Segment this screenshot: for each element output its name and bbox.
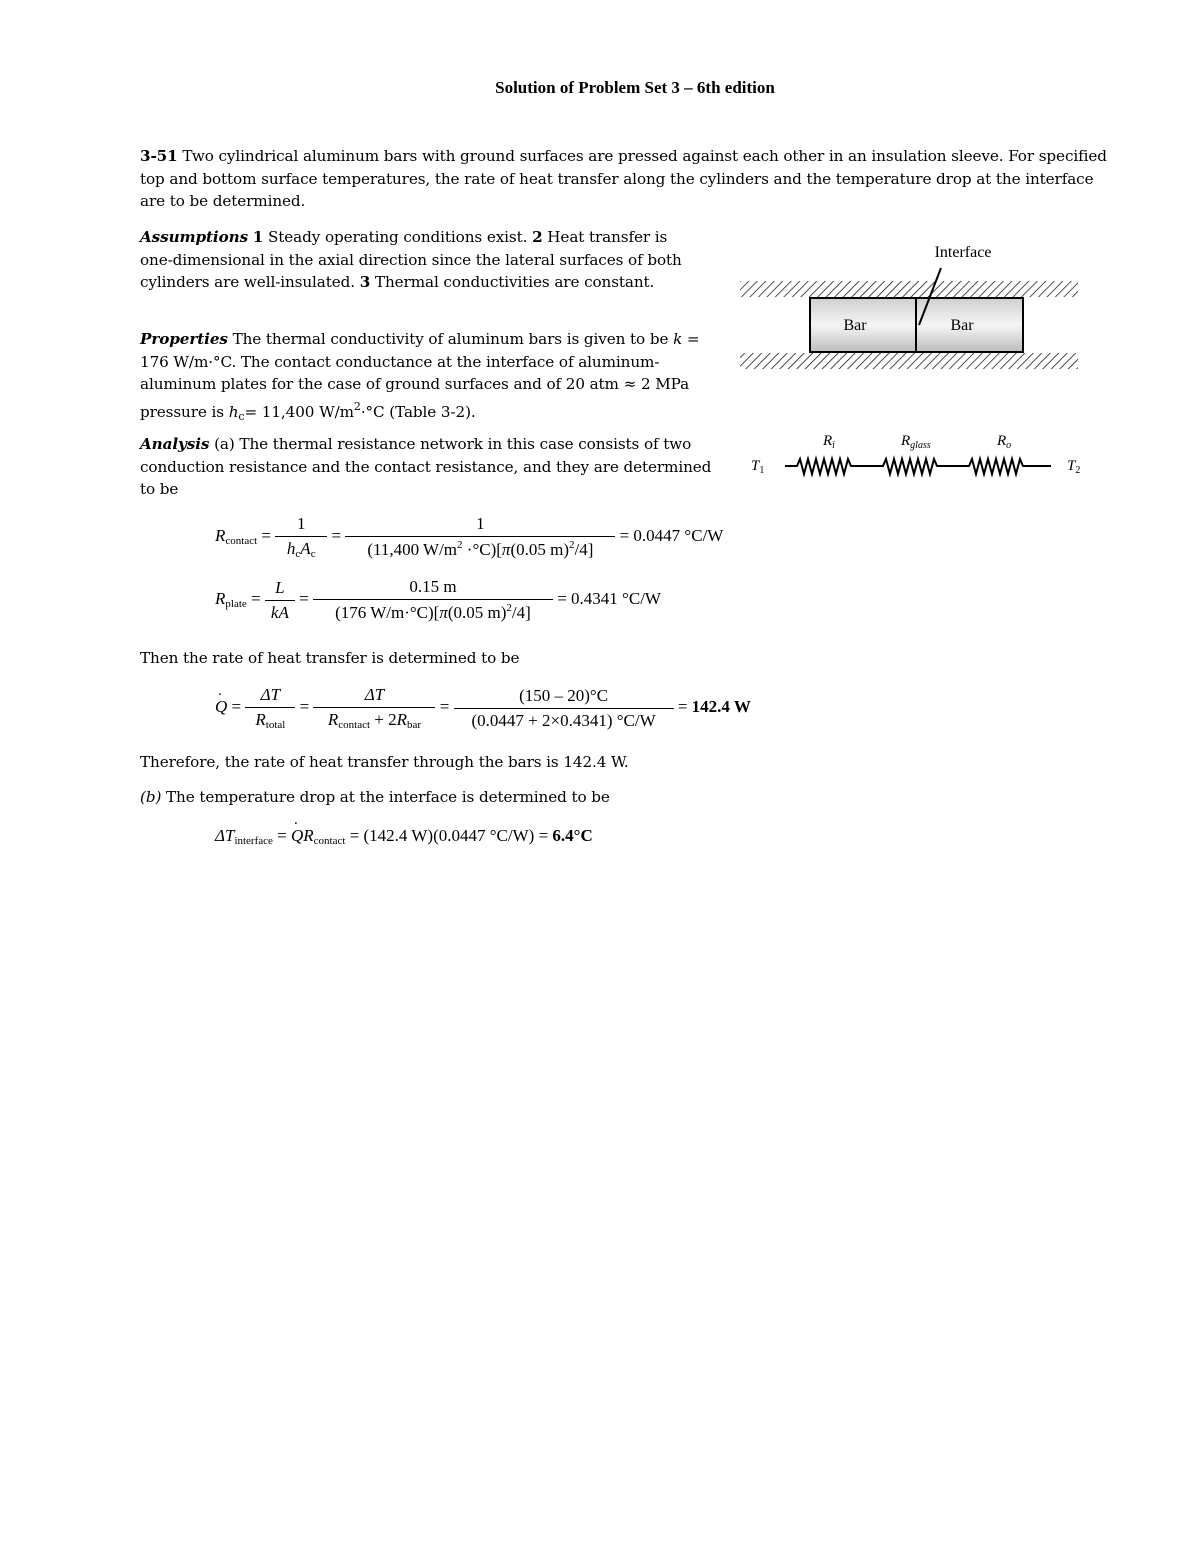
eq-text: (0.05 m): [510, 540, 569, 559]
eq-symbol: R: [303, 826, 314, 845]
eq-sign: =: [231, 696, 242, 716]
eq-text: /4]: [511, 603, 531, 622]
fraction: [345, 514, 615, 560]
eq-sign: =: [299, 696, 310, 716]
symbol-hc: h: [228, 402, 239, 421]
denominator: [313, 600, 553, 623]
fraction: [454, 686, 674, 731]
t1-label: $T_1$: [751, 458, 765, 476]
resistance-network: [745, 425, 1095, 490]
eq-symbol: R: [396, 710, 408, 729]
numerator: 1: [275, 514, 327, 537]
eq-symbol: π: [501, 540, 511, 559]
equation-r-plate: [215, 577, 661, 623]
assumption-text: Heat transfer is one-dimensional in the axial direction since the lateral surfaces of both cylinders are well-insulated.: [140, 228, 682, 291]
eq-sign: =: [439, 696, 450, 716]
eq-text: = (142.4 W)(0.0447 °C/W) =: [345, 826, 553, 845]
assumption-number: 2: [532, 228, 543, 246]
fraction: [265, 578, 295, 623]
equation-temperature-drop: [215, 812, 593, 847]
fraction: [313, 685, 435, 731]
bottom-insulation: [740, 353, 1078, 369]
subscript: c: [238, 409, 245, 423]
assumption-text: Steady operating conditions exist.: [263, 228, 533, 246]
assumption-number: 3: [359, 273, 371, 291]
numerator: 1: [345, 514, 615, 537]
resistor-chain: [785, 459, 1051, 474]
eq-symbol: R: [215, 588, 226, 608]
eq-result: 6.4°C: [552, 826, 593, 845]
subscript: total: [265, 719, 286, 731]
fraction: [275, 514, 327, 560]
eq-sign: =: [251, 588, 261, 608]
r-i-label: $R_i$: [823, 433, 835, 451]
properties-text: The thermal conductivity of aluminum bars is given to be: [227, 330, 674, 348]
eq-symbol: Q: [291, 826, 304, 845]
r-glass-label: $R_{glass}$: [901, 433, 931, 451]
equation-r-contact: [215, 514, 723, 560]
subscript: interface: [234, 835, 273, 847]
page-title: Solution of Problem Set 3 – 6th edition: [495, 78, 775, 97]
superscript: 2: [457, 539, 463, 551]
denominator: [245, 708, 295, 731]
part-b-label: (b): [140, 788, 162, 806]
assumption-number: 1: [252, 228, 264, 246]
rate-intro-text: Then the rate of heat transfer is determined to be: [140, 649, 520, 667]
problem-statement: [140, 145, 1110, 213]
assumptions-label: Assumptions: [140, 228, 249, 246]
fraction: [313, 577, 553, 623]
denominator: (0.0447 + 2×0.4341) °C/W: [471, 710, 656, 730]
properties-paragraph: [140, 328, 700, 428]
right-bar-label: Bar: [950, 317, 974, 334]
properties-text: = 176 W/m·°C. The contact conductance at the interface of aluminum-aluminum plates for the case of ground surfaces and of 20 atm ≈ 2 MPa pressure is: [140, 330, 700, 421]
left-bar-label: Bar: [843, 317, 867, 334]
eq-text: (11,400 W/m: [367, 540, 458, 559]
top-insulation: [740, 281, 1078, 297]
eq-sign: =: [299, 588, 309, 608]
superscript: 2: [568, 539, 575, 551]
numerator: 0.15 m: [313, 577, 553, 600]
numerator: (150 – 20)°C: [454, 686, 674, 709]
eq-symbol: π: [439, 603, 448, 622]
part-b-paragraph: [140, 786, 610, 809]
part-b-text: The temperature drop at the interface is determined to be: [161, 788, 610, 806]
eq-symbol: R: [327, 710, 339, 729]
part-a-label: (a): [214, 435, 235, 453]
denominator: [313, 708, 435, 731]
subscript: bar: [407, 719, 422, 731]
eq-result: = 0.4341 °C/W: [557, 588, 661, 608]
subscript: contact: [338, 719, 371, 731]
properties-text: ·°C (Table 3-2).: [360, 402, 476, 421]
eq-symbol: h: [286, 539, 296, 558]
eq-symbol: R: [255, 710, 266, 729]
numerator: ΔT: [245, 685, 295, 708]
eq-sign: =: [277, 826, 287, 845]
problem-text: Two cylindrical aluminum bars with ground surfaces are pressed against each other in an insulation sleeve. For specified top and bottom surface temperatures, the rate of heat transfer along the cylinders and the temperature drop at the interface are to be determined.: [140, 147, 1107, 210]
subscript: contact: [313, 835, 346, 847]
problem-number: 3-51: [140, 147, 178, 165]
assumptions-paragraph: [140, 226, 685, 294]
eq-symbol: A: [300, 539, 311, 558]
subscript: c: [310, 548, 316, 560]
eq-sign: =: [261, 525, 271, 545]
properties-label: Properties: [140, 330, 228, 348]
analysis-paragraph: [140, 433, 715, 501]
subscript: c: [295, 548, 301, 560]
t2-label: $T_2$: [1067, 458, 1081, 476]
eq-text: (176 W/m·°C)[: [335, 603, 440, 622]
superscript: 2: [506, 602, 512, 614]
symbol-k: k: [673, 330, 683, 348]
fraction: [245, 685, 295, 731]
eq-result: 142.4 W: [691, 696, 751, 716]
r-o-label: $R_o$: [997, 433, 1012, 451]
eq-symbol: R: [215, 525, 226, 545]
numerator: ΔT: [313, 685, 435, 708]
assumption-text: Thermal conductivities are constant.: [370, 273, 655, 291]
denominator: kA: [270, 602, 289, 622]
analysis-label: Analysis: [140, 435, 210, 453]
eq-symbol: Q: [215, 696, 228, 716]
therefore-text: Therefore, the rate of heat transfer through the bars is 142.4 W.: [140, 753, 629, 771]
q-dot-symbol: . Q: [291, 812, 304, 845]
denominator: [275, 537, 327, 560]
bars-figure: [735, 235, 1085, 375]
eq-text: (0.05 m): [447, 603, 507, 622]
interface-label: Interface: [934, 244, 992, 261]
denominator: [345, 537, 615, 560]
eq-sign: =: [677, 696, 688, 716]
superscript: 2: [353, 399, 361, 413]
q-dot-symbol: . Q: [215, 682, 228, 716]
equation-heat-rate: [215, 682, 751, 731]
subscript: plate: [225, 597, 247, 610]
eq-text: + 2: [370, 710, 397, 729]
eq-sign: =: [331, 525, 342, 545]
properties-text: = 11,400 W/m: [244, 402, 354, 421]
eq-text: ·°C)[: [462, 540, 502, 559]
numerator: L: [265, 578, 295, 601]
eq-result: = 0.0447 °C/W: [619, 525, 724, 545]
eq-symbol: ΔT: [215, 826, 235, 845]
eq-text: /4]: [574, 540, 594, 559]
subscript: contact: [225, 534, 258, 547]
analysis-text: The thermal resistance network in this case consists of two conduction resistance and the contact resistance, and they are determined to be: [140, 435, 712, 498]
